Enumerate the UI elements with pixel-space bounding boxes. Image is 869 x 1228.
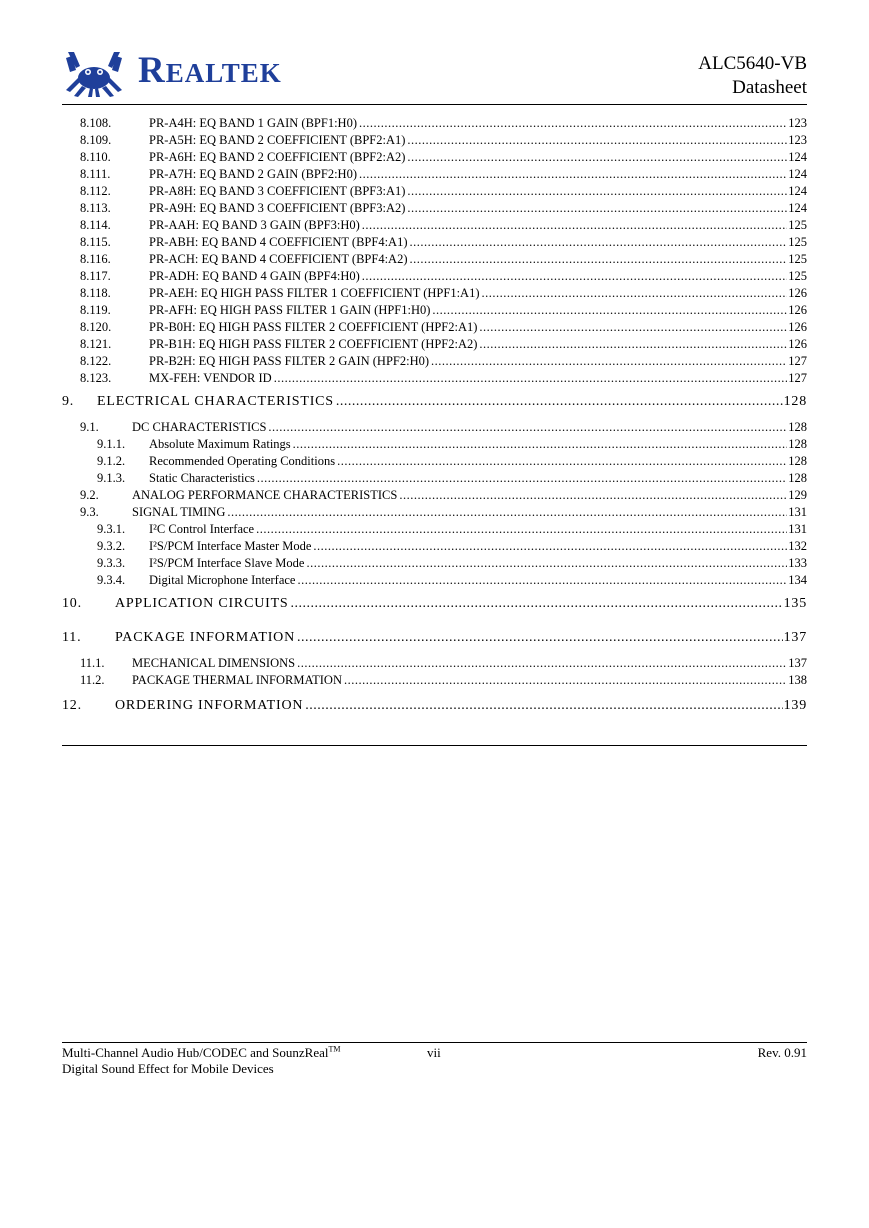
toc-leader-dots [268, 419, 787, 435]
toc-entry-number: 9.3.4. [97, 573, 126, 587]
toc-entry-page: 125 [788, 218, 807, 232]
toc-entry-number: 9.1.3. [97, 471, 126, 485]
toc-entry-title: I²S/PCM Interface Master Mode [149, 539, 312, 553]
toc-entry-title: I²S/PCM Interface Slave Mode [149, 556, 305, 570]
toc-entry-line [149, 268, 807, 284]
toc-entry-number: 8.116. [80, 252, 111, 266]
toc-entry-line [115, 630, 807, 646]
toc-entry[interactable] [0, 572, 869, 588]
toc-entry[interactable] [0, 655, 869, 671]
toc-entry-number: 9.3.1. [97, 522, 126, 536]
toc-entry-page: 126 [788, 320, 807, 334]
toc-entry-title: SIGNAL TIMING [132, 505, 226, 519]
toc-leader-dots [291, 596, 783, 612]
toc-entry-page: 129 [788, 488, 807, 502]
toc-entry[interactable] [0, 302, 869, 318]
footer-rule [62, 1042, 807, 1043]
document-type: Datasheet [732, 77, 807, 98]
toc-entry-page: 125 [788, 235, 807, 249]
toc-entry[interactable] [0, 353, 869, 369]
toc-entry-page: 134 [788, 573, 807, 587]
toc-entry-title: Absolute Maximum Ratings [149, 437, 291, 451]
toc-entry-page: 127 [788, 354, 807, 368]
toc-entry-number: 8.121. [80, 337, 112, 351]
toc-leader-dots [399, 487, 787, 503]
trademark-mark: TM [328, 1044, 341, 1054]
toc-entry-title: Digital Microphone Interface [149, 573, 296, 587]
toc-entry-title: ANALOG PERFORMANCE CHARACTERISTICS [132, 488, 398, 502]
toc-entry-number: 8.117. [80, 269, 111, 283]
toc-entry-page: 139 [783, 698, 807, 713]
toc-entry[interactable] [0, 504, 869, 520]
toc-entry-line [149, 183, 807, 199]
toc-leader-dots [297, 572, 787, 588]
toc-leader-dots [297, 630, 783, 646]
toc-entry-page: 132 [788, 539, 807, 553]
toc-entry[interactable] [0, 672, 869, 688]
toc-entry-number: 8.108. [80, 116, 112, 130]
toc-entry[interactable] [0, 200, 869, 216]
toc-entry[interactable] [0, 251, 869, 267]
toc-entry[interactable] [0, 419, 869, 435]
toc-entry-number: 8.122. [80, 354, 112, 368]
document-header [698, 52, 807, 100]
toc-entry-page: 124 [788, 201, 807, 215]
toc-entry[interactable] [0, 538, 869, 554]
toc-leader-dots [407, 183, 787, 199]
toc-entry[interactable] [0, 149, 869, 165]
toc-entry[interactable] [0, 285, 869, 301]
toc-entry-line [149, 436, 807, 452]
page-number: vii [427, 1045, 441, 1060]
toc-entry-line [149, 370, 807, 386]
toc-entry-line [149, 353, 807, 369]
toc-entry-number: 9. [62, 394, 75, 409]
toc-entry-page: 125 [788, 252, 807, 266]
toc-entry[interactable] [0, 319, 869, 335]
toc-entry[interactable] [0, 336, 869, 352]
logo-wordmark: REALTEK [138, 50, 282, 91]
toc-entry-page: 128 [788, 437, 807, 451]
toc-entry[interactable] [0, 234, 869, 250]
toc-entry-page: 137 [788, 656, 807, 670]
toc-entry[interactable] [0, 268, 869, 284]
toc-entry-title: PR-A4H: EQ BAND 1 GAIN (BPF1:H0) [149, 116, 357, 130]
toc-entry-title: PR-AFH: EQ HIGH PASS FILTER 1 GAIN (HPF1:H0) [149, 303, 431, 317]
toc-entry-number: 9.3.3. [97, 556, 126, 570]
toc-entry-number: 9.3.2. [97, 539, 126, 553]
toc-entry-title: DC CHARACTERISTICS [132, 420, 267, 434]
toc-entry-number: 9.2. [80, 488, 99, 502]
toc-entry[interactable] [0, 436, 869, 452]
toc-entry-title: PR-B1H: EQ HIGH PASS FILTER 2 COEFFICIENT (HPF2:A2) [149, 337, 478, 351]
toc-entry-page: 128 [788, 471, 807, 485]
footer-product-description [62, 1045, 340, 1077]
toc-entry-title: PR-ADH: EQ BAND 4 GAIN (BPF4:H0) [149, 269, 360, 283]
toc-entry[interactable] [0, 166, 869, 182]
toc-entry-page: 128 [788, 420, 807, 434]
toc-entry-line [132, 672, 807, 688]
toc-entry-number: 9.1. [80, 420, 99, 434]
toc-leader-dots [407, 132, 787, 148]
toc-entry-title: MX-FEH: VENDOR ID [149, 371, 272, 385]
toc-entry-page: 131 [788, 522, 807, 536]
toc-entry-page: 128 [788, 454, 807, 468]
toc-entry-number: 8.118. [80, 286, 111, 300]
toc-entry-line [132, 655, 807, 671]
toc-entry-title: PR-B0H: EQ HIGH PASS FILTER 2 COEFFICIENT (HPF2:A1) [149, 320, 478, 334]
toc-entry-page: 126 [788, 337, 807, 351]
toc-leader-dots [407, 149, 787, 165]
toc-entry-number: 8.112. [80, 184, 111, 198]
toc-entry[interactable] [0, 698, 869, 714]
toc-leader-dots [409, 251, 787, 267]
toc-entry-line [149, 149, 807, 165]
toc-entry-line [149, 132, 807, 148]
toc-entry-title: Recommended Operating Conditions [149, 454, 336, 468]
toc-entry-line [149, 217, 807, 233]
toc-entry-number: 11.1. [80, 656, 105, 670]
toc-entry-title: I²C Control Interface [149, 522, 255, 536]
toc-entry-title: PR-A7H: EQ BAND 2 GAIN (BPF2:H0) [149, 167, 357, 181]
toc-entry[interactable] [0, 183, 869, 199]
toc-entry-title: PACKAGE THERMAL INFORMATION [132, 673, 342, 687]
toc-entry-line [149, 285, 807, 301]
toc-entry-page: 126 [788, 303, 807, 317]
toc-entry-line [132, 419, 807, 435]
toc-entry-line [149, 336, 807, 352]
toc-entry-title: Static Characteristics [149, 471, 255, 485]
toc-entry[interactable] [0, 596, 869, 612]
toc-entry-number: 8.111. [80, 167, 111, 181]
toc-leader-dots [362, 268, 787, 284]
toc-entry-page: 123 [788, 133, 807, 147]
toc-leader-dots [336, 394, 783, 410]
toc-end-rule [62, 745, 807, 746]
toc-entry-number: 8.113. [80, 201, 111, 215]
toc-entry-title: ELECTRICAL CHARACTERISTICS [97, 394, 334, 409]
toc-leader-dots [409, 234, 787, 250]
toc-leader-dots [257, 470, 787, 486]
toc-leader-dots [297, 655, 787, 671]
toc-entry[interactable] [0, 487, 869, 503]
toc-entry-page: 125 [788, 269, 807, 283]
toc-entry-line [149, 234, 807, 250]
revision-label: Rev. 0.91 [757, 1045, 807, 1060]
toc-leader-dots [305, 698, 782, 714]
toc-entry-page: 124 [788, 150, 807, 164]
toc-entry[interactable] [0, 217, 869, 233]
toc-entry-title: ORDERING INFORMATION [115, 698, 304, 713]
toc-entry-number: 8.120. [80, 320, 112, 334]
toc-entry-page: 133 [788, 556, 807, 570]
toc-entry-title: PR-A6H: EQ BAND 2 COEFFICIENT (BPF2:A2) [149, 150, 406, 164]
toc-entry-number: 8.114. [80, 218, 111, 232]
toc-leader-dots [362, 217, 787, 233]
company-logo [64, 50, 294, 100]
toc-entry-number: 10. [62, 596, 82, 611]
footer-line-1: Multi-Channel Audio Hub/CODEC and SounzReal [62, 1045, 329, 1060]
toc-entry-line [149, 302, 807, 318]
realtek-crab-logo-icon [64, 50, 124, 98]
toc-entry-title: PR-AEH: EQ HIGH PASS FILTER 1 COEFFICIENT (HPF1:A1) [149, 286, 480, 300]
toc-entry-number: 8.115. [80, 235, 111, 249]
toc-entry-line [149, 538, 807, 554]
toc-leader-dots [359, 115, 787, 131]
toc-entry-page: 135 [783, 596, 807, 611]
toc-leader-dots [256, 521, 787, 537]
toc-leader-dots [432, 302, 787, 318]
toc-entry-number: 9.1.1. [97, 437, 126, 451]
toc-entry-page: 138 [788, 673, 807, 687]
toc-entry-number: 12. [62, 698, 82, 713]
toc-entry-page: 137 [783, 630, 807, 645]
toc-entry-number: 9.3. [80, 505, 99, 519]
product-name: ALC5640-VB [698, 53, 807, 74]
toc-entry-page: 128 [783, 394, 807, 409]
toc-entry-title: PR-A9H: EQ BAND 3 COEFFICIENT (BPF3:A2) [149, 201, 406, 215]
toc-entry[interactable] [0, 115, 869, 131]
toc-entry[interactable] [0, 132, 869, 148]
toc-leader-dots [306, 555, 787, 571]
toc-leader-dots [479, 336, 787, 352]
header-rule [62, 104, 807, 105]
toc-leader-dots [482, 285, 788, 301]
toc-leader-dots [227, 504, 787, 520]
toc-leader-dots [274, 370, 788, 386]
toc-entry-number: 8.110. [80, 150, 111, 164]
toc-entry-line [149, 319, 807, 335]
toc-entry[interactable] [0, 394, 869, 410]
toc-entry-page: 126 [788, 286, 807, 300]
toc-entry-page: 123 [788, 116, 807, 130]
toc-entry-line [132, 487, 807, 503]
toc-entry-line [149, 521, 807, 537]
toc-entry-title: PR-AAH: EQ BAND 3 GAIN (BPF3:H0) [149, 218, 360, 232]
toc-entry-title: PR-ABH: EQ BAND 4 COEFFICIENT (BPF4:A1) [149, 235, 408, 249]
toc-entry[interactable] [0, 630, 869, 646]
toc-entry-number: 11. [62, 630, 82, 645]
toc-entry-title: PACKAGE INFORMATION [115, 630, 295, 645]
toc-entry[interactable] [0, 453, 869, 469]
toc-entry-title: PR-A5H: EQ BAND 2 COEFFICIENT (BPF2:A1) [149, 133, 406, 147]
toc-entry-title: MECHANICAL DIMENSIONS [132, 656, 296, 670]
toc-entry-line [149, 453, 807, 469]
toc-entry-number: 9.1.2. [97, 454, 126, 468]
toc-entry[interactable] [0, 470, 869, 486]
toc-leader-dots [359, 166, 787, 182]
toc-entry-number: 8.119. [80, 303, 111, 317]
toc-entry-number: 11.2. [80, 673, 105, 687]
toc-entry-title: APPLICATION CIRCUITS [115, 596, 289, 611]
toc-entry-page: 124 [788, 184, 807, 198]
toc-entry[interactable] [0, 555, 869, 571]
toc-entry-title: PR-A8H: EQ BAND 3 COEFFICIENT (BPF3:A1) [149, 184, 406, 198]
toc-leader-dots [407, 200, 787, 216]
toc-entry-line [149, 251, 807, 267]
toc-entry-title: PR-B2H: EQ HIGH PASS FILTER 2 GAIN (HPF2:H0) [149, 354, 430, 368]
toc-entry-number: 8.109. [80, 133, 112, 147]
toc-entry[interactable] [0, 521, 869, 537]
toc-entry-page: 127 [788, 371, 807, 385]
toc-leader-dots [479, 319, 787, 335]
toc-entry-line [149, 166, 807, 182]
toc-entry-line [115, 698, 807, 714]
toc-entry-line [97, 394, 807, 410]
toc-leader-dots [431, 353, 787, 369]
toc-entry-line [149, 470, 807, 486]
toc-entry-number: 8.123. [80, 371, 112, 385]
toc-entry-page: 131 [788, 505, 807, 519]
toc-entry-line [149, 572, 807, 588]
toc-entry-line [149, 555, 807, 571]
toc-leader-dots [344, 672, 787, 688]
footer-line-2: Digital Sound Effect for Mobile Devices [62, 1061, 274, 1076]
toc-entry-line [132, 504, 807, 520]
toc-entry-line [149, 115, 807, 131]
toc-entry[interactable] [0, 370, 869, 386]
toc-entry-line [149, 200, 807, 216]
toc-leader-dots [293, 436, 788, 452]
toc-entry-line [115, 596, 807, 612]
toc-leader-dots [337, 453, 787, 469]
toc-entry-title: PR-ACH: EQ BAND 4 COEFFICIENT (BPF4:A2) [149, 252, 408, 266]
toc-entry-page: 124 [788, 167, 807, 181]
toc-leader-dots [313, 538, 787, 554]
